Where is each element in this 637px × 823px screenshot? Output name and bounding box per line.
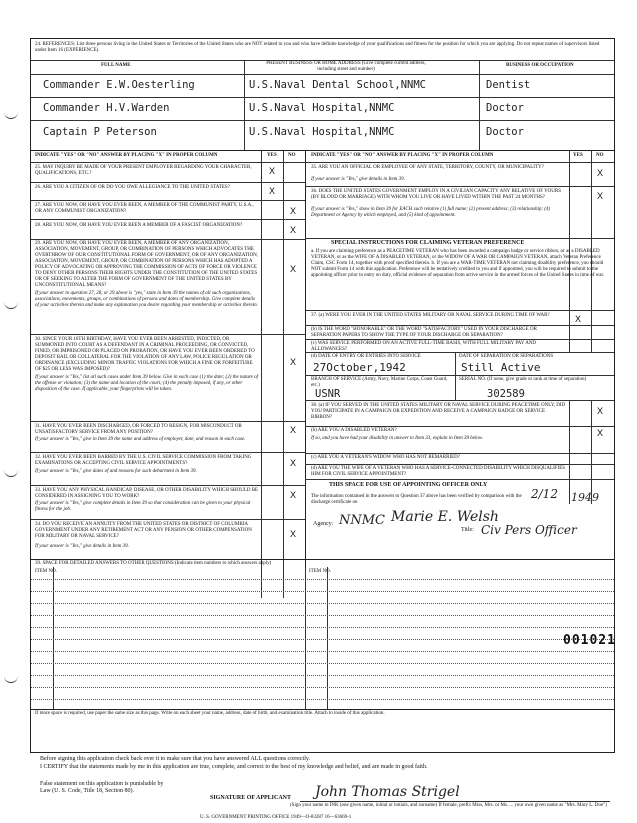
signature-instructions: (Sign your name in INK (one given name, initial or initials, and surname) If female, prefix Miss, Mrs. or Ms. ... your own given name as "Mrs. Mary L. Doe") xyxy=(290,803,607,808)
q33-text: 33. HAVE YOU ANY PHYSICAL HANDICAP, DISEASE, OR OTHER DISABILITY WHICH SHOULD BE CONSIDERED IN ASSIGNING YOU TO WORK? xyxy=(35,488,259,499)
item39-col-item-2: ITEM NO. xyxy=(309,569,331,574)
q38a-text: 38. (a) IF YOU SERVED IN THE UNITED STATES MILITARY OR NAVAL SERVICE DURING PEACETIME ONLY, DID YOU PARTICIPATE IN A CAMPAIGN OR EXPEDITION AND RECEIVE A CAMPAIGN BADGE OR SERVICE RIBBON? xyxy=(311,403,566,420)
references-heading: 24. REFERENCES: List three persons living in the United States or Territories of the United States who are NOT related to you and who have definite knowledge of your qualifications and fitness for the position for which you are applying. Do not repeat names of supervisors listed under Item 16 (EXPERIENCE). xyxy=(35,42,600,53)
q27-text: 27. ARE YOU NOW, OR HAVE YOU EVER BEEN, A MEMBER OF THE COMMUNIST PARTY, U.S.A., OR ANY COMMUNIST ORGANIZATION? xyxy=(35,203,254,214)
q33-note: If your answer is "Yes," give complete details in Item 39 so that consideration can be given to your physical fitness for the job. xyxy=(35,501,251,512)
serial-value: 302589 xyxy=(487,388,525,400)
q31-no-mark[interactable]: X xyxy=(290,425,297,435)
q38b-note: If so, and you have had your disability in answer to Item 33, explain in Item 39 below. xyxy=(311,436,484,441)
q30-note: If your answer is "Yes," list all such cases under Item 39 below. Give in each case (1) the date; (2) the nature of the offense or violation; (3) the name and location of the court; (4) the penalty imposed, if any, or other disposition of the case. If applicable, your fingerprints will be taken. xyxy=(35,375,259,392)
q26-yes-mark[interactable]: X xyxy=(269,186,276,196)
margin-tick xyxy=(4,466,18,477)
false-statement-warning: False statement on this application is punishable by Law (U. S. Code, Title 18, Section 80). xyxy=(40,781,164,794)
q33-no-mark[interactable]: X xyxy=(290,490,297,500)
ref-2-occupation: Doctor xyxy=(486,102,524,114)
q37a-text: 37. (a) WERE YOU EVER IN THE UNITED STATES MILITARY OR NAVAL SERVICE DURING TIME OF WAR? xyxy=(311,313,550,318)
q28-no-mark[interactable]: X xyxy=(290,225,297,235)
title-label: Title: xyxy=(461,527,474,533)
col-business: BUSINESS OR OCCUPATION xyxy=(506,63,574,68)
agency-label: Agency: xyxy=(313,521,334,527)
margin-tick xyxy=(4,108,18,119)
q30-text: 30. SINCE YOUR 16TH BIRTHDAY, HAVE YOU EVER BEEN ARRESTED, INDICTED, OR SUMMONED INTO COURT AS A DEFENDANT IN A CRIMINAL PROCEEDING, OR CONVICTED, FINED, OR IMPRISONED OR PLACED ON PROBATION, OR HAVE YOU EVER BEEN ORDERED TO DEPOSIT BAIL OR COLLATERAL FOR THE VIOLATION OF ANY LAW, POLICE REGULATION OR ORDINANCE (EXCLUDING MINOR TRAFFIC VIOLATIONS FOR WHICH A FINE OR FORFEITURE OF $25 OR LESS WAS IMPOSED)? xyxy=(35,337,255,372)
right-no-label: NO xyxy=(596,153,604,158)
q32-no-mark[interactable]: X xyxy=(290,458,297,468)
item39-col-item: ITEM NO. xyxy=(35,569,57,574)
ref-1-address: U.S.Naval Dental School,NNMC xyxy=(249,79,427,91)
margin-tick xyxy=(4,672,18,683)
appointing-year: 1949 xyxy=(571,491,599,504)
q29-note: If your answer to question 27, 28, or 29 above is "yes," state in Item 39 the names of all such organizations, associations, movements, groups, or combinations of persons and dates of membership. Give complete details of your activities therein and make any explanation you desire regarding your membership or activities therein. xyxy=(35,291,258,308)
q28-text: 28. ARE YOU NOW, OR HAVE YOU EVER BEEN A MEMBER OF A FASCIST ORGANIZATION? xyxy=(35,223,243,228)
q27-no-mark[interactable]: X xyxy=(290,206,297,216)
right-yesno-header: INDICATE "YES" OR "NO" ANSWER BY PLACING "X" IN PROPER COLUMN xyxy=(311,153,494,158)
q25-yes-mark[interactable]: X xyxy=(269,166,276,176)
ref-2-name: Commander H.V.Warden xyxy=(43,102,170,114)
q37d-label: (d) DATE OF ENTRY OR ENTRIES INTO SERVICE xyxy=(311,354,421,359)
serial-label: SERIAL NO. (If none, give grade or rank at time of separation) xyxy=(459,377,587,382)
appointing-officer-title: THIS SPACE FOR USE OF APPOINTING OFFICER ONLY xyxy=(329,482,488,488)
q35-text: 35. ARE YOU AN OFFICIAL OR EMPLOYEE OF ANY STATE, TERRITORY, COUNTY, OR MUNICIPALITY? xyxy=(311,165,544,170)
ref-2-address: U.S.Naval Hospital,NNMC xyxy=(249,102,395,114)
q37c-text: (c) WAS SERVICE PERFORMED ON AN ACTIVE FULL-TIME BASIS, WITH FULL MILITARY PAY AND ALLOWANCES? xyxy=(311,341,537,352)
q35-no-mark[interactable]: X xyxy=(597,168,604,178)
q37e-value: Still Active xyxy=(461,361,541,374)
application-page xyxy=(30,38,615,753)
applicant-signature: John Thomas Strigel xyxy=(315,784,460,800)
signature-label: SIGNATURE OF APPLICANT xyxy=(210,795,292,801)
ref-3-name: Captain P Peterson xyxy=(43,126,157,138)
gpo-imprint: U. S. GOVERNMENT PRINTING OFFICE 1949—O-83287 16—63669-1 xyxy=(200,815,352,820)
item39-heading: 39. SPACE FOR DETAILED ANSWERS TO OTHER QUESTIONS (Indicate item numbers to which answers apply) xyxy=(35,561,272,566)
margin-tick xyxy=(4,298,18,309)
q37e-label: DATE OF SEPARATION OR SEPARATIONS xyxy=(459,354,554,359)
q38c-text: (c) ARE YOU A VETERAN'S WIDOW WHO HAS NOT REMARRIED? xyxy=(311,455,460,460)
q34-text: 34. DO YOU RECEIVE AN ANNUITY FROM THE UNITED STATES OR DISTRICT OF COLUMBIA GOVERNMENT UNDER ANY RETIREMENT ACT OR ANY PENSION OR OTHER COMPENSATION FOR MILITARY OR NAVAL SERVICE? xyxy=(35,522,252,539)
left-yes-label: YES xyxy=(267,153,277,158)
q29-no-mark[interactable]: X xyxy=(290,264,297,274)
ref-1-name: Commander E.W.Oesterling xyxy=(43,79,195,91)
q38a-no-mark[interactable]: X xyxy=(597,406,604,416)
ref-3-address: U.S.Naval Hospital,NNMC xyxy=(249,126,395,138)
q36-note: If your answer is "Yes," show in Item 39 for EACH such relative (1) full name; (2) present address; (3) relationship; (4) Department or Agency by which employed, and (5) kind of appointment. xyxy=(311,207,551,218)
q32-note: If your answer is "Yes," give dates of and reasons for such debarment in Item 39. xyxy=(35,469,197,474)
branch-value: USNR xyxy=(315,388,341,400)
q25-text: 25. MAY INQUIRY BE MADE OF YOUR PRESENT EMPLOYER REGARDING YOUR CHARACTER, QUALIFICATIONS, ETC.? xyxy=(35,165,252,176)
q37a-yes-mark[interactable]: X xyxy=(575,314,582,324)
right-yes-label: YES xyxy=(573,153,583,158)
col-full-name: FULL NAME xyxy=(101,63,131,68)
q35-note: If your answer is "Yes," give details in Item 39. xyxy=(311,177,405,182)
q26-text: 26. ARE YOU A CITIZEN OF OR DO YOU OWE ALLEGIANCE TO THE UNITED STATES? xyxy=(35,185,230,190)
document-stamp-number: 001021 xyxy=(563,633,616,648)
col-address: PRESENT BUSINESS OR HOME ADDRESS (Give complete current address, including street and number) xyxy=(266,61,426,72)
left-no-label: NO xyxy=(288,153,296,158)
appointing-date: 2/12 xyxy=(531,487,558,501)
q38d-text: (d) ARE YOU THE WIFE OF A VETERAN WHO HAS A SERVICE-CONNECTED DISABILITY WHICH DISQUALIFIES HIM FOR CIVIL SERVICE APPOINTMENT? xyxy=(311,466,566,477)
q34-no-mark[interactable]: X xyxy=(290,529,297,539)
agency-value: NNMC xyxy=(339,513,386,528)
officer-signature: Marie E. Welsh xyxy=(391,509,499,525)
ref-1-occupation: Dentist xyxy=(486,79,531,91)
appointing-verification-text: The information contained in the answers to Question 37 above has been verified by comparison with the discharge certificate on xyxy=(311,494,522,505)
ref-3-occupation: Doctor xyxy=(486,126,524,138)
left-yesno-header: INDICATE "YES" OR "NO" ANSWER BY PLACING "X" IN PROPER COLUMN xyxy=(35,153,218,158)
q36-text: 36. DOES THE UNITED STATES GOVERNMENT EMPLOY IN A CIVILIAN CAPACITY ANY RELATIVE OF YOURS (BY BLOOD OR MARRIAGE) WITH WHOM YOU LIVE OR HAVE LIVED WITHIN THE PAST 24 MONTHS? xyxy=(311,189,562,200)
q37d-value: 27October,1942 xyxy=(313,361,406,374)
q38b-no-mark[interactable]: X xyxy=(597,428,604,438)
branch-label: BRANCH OF SERVICE (Army, Navy, Marine Corps, Coast Guard, etc.) xyxy=(311,377,448,388)
q37b-text: (b) IS THE WORD "HONORABLE" OR THE WORD "SATISFACTORY" USED IN YOUR DISCHARGE OR SEPARATION PAPERS TO SHOW THE TYPE OF YOUR DISCHARGE OR SEPARATION? xyxy=(311,327,537,338)
q36-no-mark[interactable]: X xyxy=(597,191,604,201)
q32-text: 32. HAVE YOU EVER BEEN BARRED BY THE U.S. CIVIL SERVICE COMMISSION FROM TAKING EXAMINATIONS OR ACCEPTING CIVIL SERVICE APPOINTMENTS? xyxy=(35,455,252,466)
q29-text: 29. ARE YOU NOW, OR HAVE YOU EVER BEEN, A MEMBER OF ANY ORGANIZATION, ASSOCIATION, MOVEMENT, GROUP, OR COMBINATION OF PERSONS WHICH ADVOCATES THE OVERTHROW OF OUR CONSTITUTIONAL FORM OF GOVERNMENT, OR OF ANY ORGANIZATION, ASSOCIATION, MOVEMENT, GROUP, OR COMBINATION OF PERSONS WHICH HAS ADOPTED A POLICY OF ADVOCATING OR APPROVING THE COMMISSION OF ACTS OF FORCE OR VIOLENCE TO DENY OTHER PERSONS THEIR RIGHTS UNDER THE CONSTITUTION OF THE UNITED STATES OR OF SEEKING TO ALTER THE FORM OF GOVERNMENT OF THE UNITED STATES BY UNCONSTITUTIONAL MEANS? xyxy=(35,241,259,288)
veteran-title: SPECIAL INSTRUCTIONS FOR CLAIMING VETERAN PREFERENCE xyxy=(331,240,525,246)
before-signing-note: Before signing this application check back over it to make sure that you have answered ALL questions correctly. xyxy=(40,756,310,762)
veteran-instructions: a. If you are claiming preference as a PEACETIME VETERAN who has been awarded a campaign badge or service ribbon, or as a DISABLED VETERAN, or as the WIFE OF A DISABLED VETERAN, or the WIDOW OF A WAR OR CAMPAIGN VETERAN, attach Veteran Preference Claim, CSC Form 14, together with proof specified therein. b. If you are a WAR-TIME VETERAN not claiming disability preference, you should NOT submit Form 14 with this application. Preference will be tentatively credited to you and if appointed, you will be required to submit to the appointing officer prior to entry on duty, official evidence of separation from active service in the armed forces of the United States in time of war. xyxy=(311,249,605,278)
q34-note: If your answer is "Yes," give details in Item 39. xyxy=(35,544,129,549)
certification-statement: I CERTIFY that the statements made by me in this application are true, complete, and correct to the best of my knowledge and belief, and are made in good faith. xyxy=(40,764,428,770)
q31-text: 31. HAVE YOU EVER BEEN DISCHARGED, OR FORCED TO RESIGN, FOR MISCONDUCT OR UNSATISFACTORY SERVICE FROM ANY POSITION? xyxy=(35,424,242,435)
q38b-text: (b) ARE YOU A DISABLED VETERAN? xyxy=(311,428,397,433)
q31-note: If your answer is "Yes," give in Item 39 the name and address of employer, date, and reason in each case. xyxy=(35,437,246,442)
officer-title: Civ Pers Officer xyxy=(481,523,577,537)
more-space-note: If more space is required, use paper the same size as this page. Write on each sheet your name, address, date of birth, and examination title. Attach to inside of this application. xyxy=(35,711,385,716)
q30-no-mark[interactable]: X xyxy=(290,357,297,367)
